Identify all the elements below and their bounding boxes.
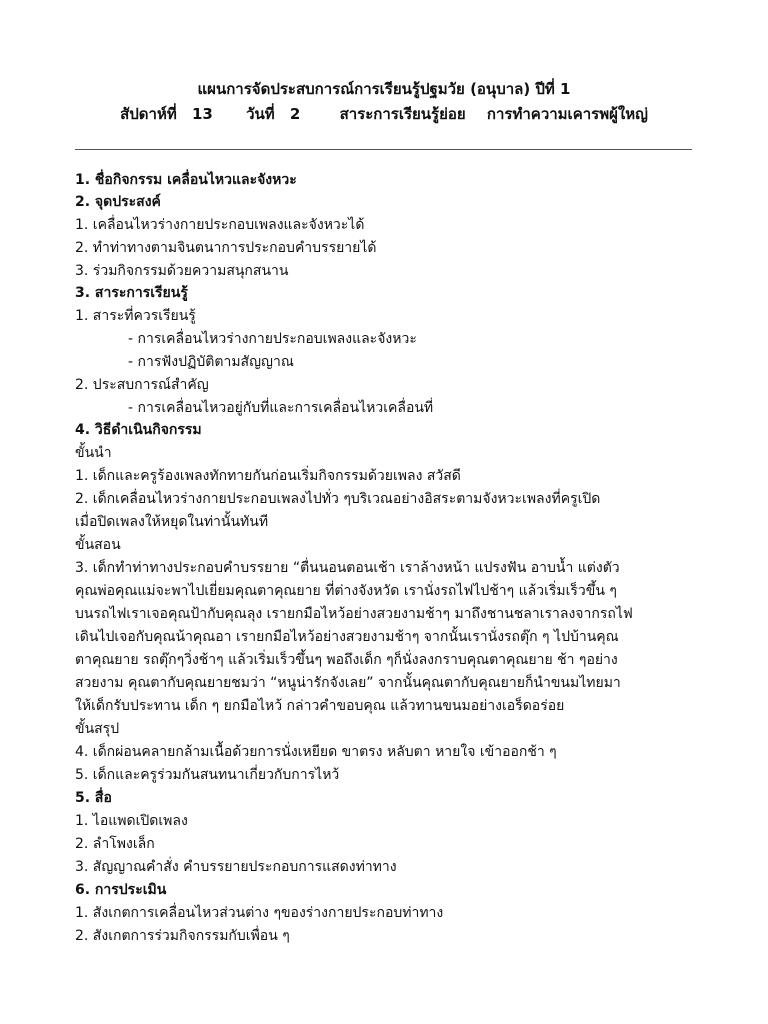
section-heading: 5. สื่อ — [75, 790, 112, 806]
section-heading: 3. สาระการเรียนรู้ — [75, 285, 188, 301]
text-line: เดินไปเจอกับคุณน้าคุณอา เรายกมือไหว้อย่างสวยงามช้าๆ จากนั้นเรานั่งรถตุ๊ก ๆ ไปบ้านคุณ — [75, 629, 619, 645]
text-line: ขั้นสอน — [75, 537, 121, 553]
section-heading: 4. วิธีดำเนินกิจกรรม — [75, 422, 202, 438]
week-value: 13 — [191, 105, 213, 123]
text-line: ตาคุณยาย รถตุ๊กๆวิ่งช้าๆ แล้วเริ่มเร็วขึ้นๆ พอถึงเด็ก ๆก็นั่งลงกราบคุณตาคุณยาย ช้า ๆอย่าง — [75, 652, 618, 668]
text-line: ขั้นสรุป — [75, 721, 120, 737]
text-line: เมื่อปิดเพลงให้หยุดในท่านั้นทันที — [75, 514, 269, 530]
text-line: สวยงาม คุณตากับคุณยายชมว่า “หนูน่ารักจังเลย” จากนั้นคุณตากับคุณยายก็นำขนมไทยมา — [75, 675, 621, 691]
section-heading: 1. ชื่อกิจกรรม เคลื่อนไหวและจังหวะ — [75, 172, 297, 188]
text-line: 2. สังเกตการร่วมกิจกรรมกับเพื่อน ๆ — [75, 928, 290, 944]
text-line: 3. เด็กทำท่าทางประกอบคำบรรยาย “ตื่นนอนตอนเช้า เราล้างหน้า แปรงฟัน อาบน้ำ แต่งตัว — [75, 560, 620, 576]
text-line: 2. เด็กเคลื่อนไหวร่างกายประกอบเพลงไปทั่ว ๆบริเวณอย่างอิสระตามจังหวะเพลงที่ครูเปิด — [75, 491, 601, 507]
week-label: สัปดาห์ที่ — [120, 105, 177, 123]
header-divider — [75, 149, 692, 150]
topic-label: สาระการเรียนรู้ย่อย — [339, 105, 466, 123]
text-line: 1. สาระที่ควรเรียนรู้ — [75, 308, 196, 324]
text-line: 5. เด็กและครูร่วมกันสนทนาเกี่ยวกับการไหว้ — [75, 767, 340, 783]
text-line: ให้เด็กรับประทาน เด็ก ๆ ยกมือไหว้ กล่าวคำขอบคุณ แล้วทานขนมอย่างเอร็ดอร่อย — [75, 698, 565, 714]
topic-value: การทำความเคารพผู้ใหญ่ — [486, 105, 648, 123]
text-line: 1. เคลื่อนไหวร่างกายประกอบเพลงและจังหวะได้ — [75, 217, 365, 233]
text-line: 4. เด็กผ่อนคลายกล้ามเนื้อด้วยการนั่งเหยียด ขาตรง หลับตา หายใจ เข้าออกช้า ๆ — [75, 744, 557, 760]
text-line: - การฟังปฏิบัติตามสัญญาณ — [128, 354, 294, 370]
text-line: ขั้นนำ — [75, 445, 112, 461]
text-line: 2. ลำโพงเล็ก — [75, 836, 155, 852]
text-line: 3. ร่วมกิจกรรมด้วยความสนุกสนาน — [75, 263, 289, 279]
day-value: 2 — [289, 105, 301, 123]
text-line: 1. สังเกตการเคลื่อนไหวส่วนต่าง ๆของร่างกายประกอบท่าทาง — [75, 905, 444, 921]
text-line: 1. เด็กและครูร้องเพลงทักทายกันก่อนเริ่มกิจกรรมด้วยเพลง สวัสดี — [75, 468, 461, 484]
text-line: 2. ประสบการณ์สำคัญ — [75, 377, 209, 393]
text-line: 3. สัญญาณคำสั่ง คำบรรยายประกอบการแสดงท่าทาง — [75, 859, 397, 875]
section-heading: 2. จุดประสงค์ — [75, 194, 161, 210]
text-line: 2. ทำท่าทางตามจินตนาการประกอบคำบรรยายได้ — [75, 240, 377, 256]
section-heading: 6. การประเมิน — [75, 882, 167, 898]
day-label: วันที่ — [246, 105, 275, 123]
text-line: บนรถไฟเราเจอคุณป้ากับคุณลุง เรายกมือไหว้อย่างสวยงามช้าๆ มาถึงชานชลาเราลงจากรถไฟ — [75, 606, 633, 622]
text-line: - การเคลื่อนไหวอยู่กับที่และการเคลื่อนไหวเคลื่อนที่ — [128, 400, 434, 416]
text-line: คุณพ่อคุณแม่จะพาไปเยี่ยมคุณตาคุณยาย ที่ต่างจังหวัด เรานั่งรถไฟไปช้าๆ แล้วเริ่มเร็วขึ้น ๆ — [75, 583, 617, 599]
text-line: - การเคลื่อนไหวร่างกายประกอบเพลงและจังหวะ — [128, 331, 417, 347]
document-title: แผนการจัดประสบการณ์การเรียนรู้ปฐมวัย (อนุบาล) ปีที่ 1 — [197, 80, 571, 98]
text-line: 1. ไอแพดเปิดเพลง — [75, 813, 188, 829]
document-subtitle — [0, 102, 768, 126]
